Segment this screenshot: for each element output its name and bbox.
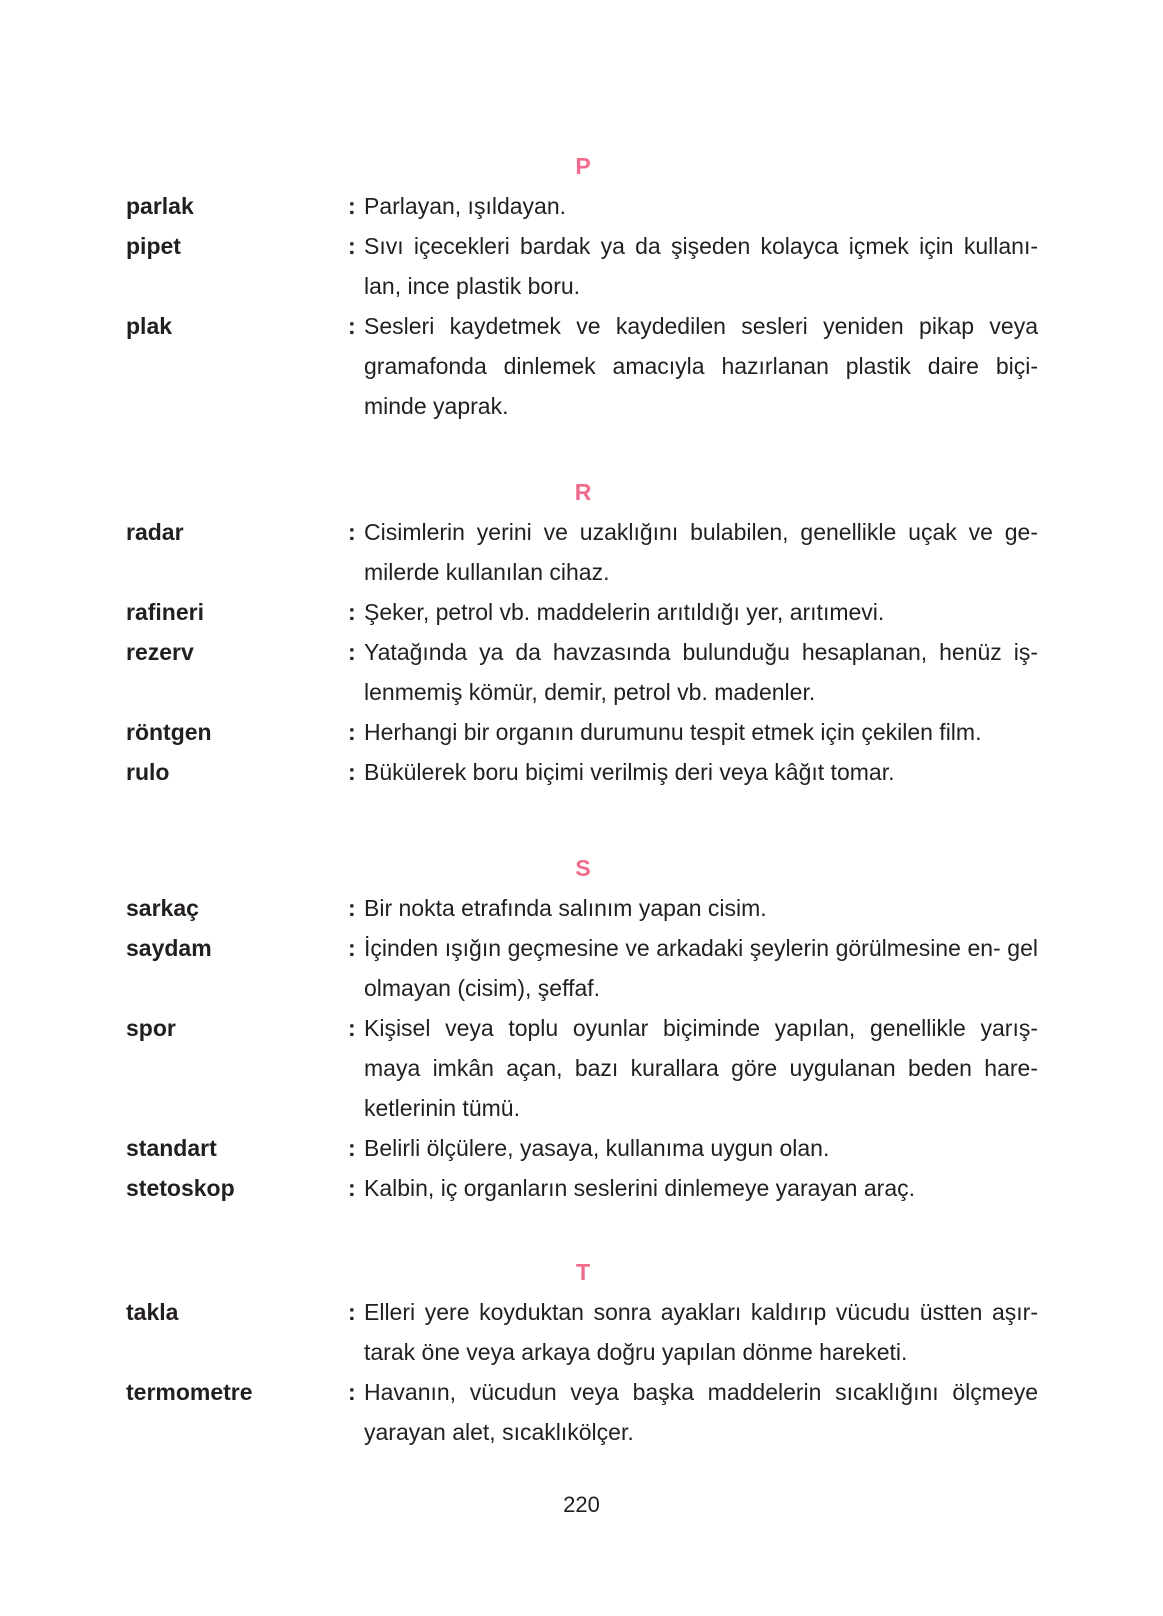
entry-term: pipet (126, 233, 181, 259)
entry-term: termometre (126, 1379, 253, 1405)
glossary-entry (126, 306, 1038, 426)
entry-colon: : (348, 639, 356, 665)
entry-definition: Sıvı içecekleri bardak ya da şişeden kolayca içmek için kullanı- lan, ince plastik boru. (364, 233, 1038, 299)
entry-colon: : (348, 935, 356, 961)
section-r (126, 472, 1038, 792)
glossary-entry (126, 1128, 1038, 1168)
entry-definition: Yatağında ya da havzasında bulunduğu hesaplanan, henüz iş- lenmemiş kömür, demir, petrol vb. madenler. (364, 639, 1038, 705)
section-s (126, 848, 1038, 1208)
entry-definition: Kalbin, iç organların seslerini dinlemeye yarayan araç. (364, 1175, 916, 1201)
entry-definition: İçinden ışığın geçmesine ve arkadaki şeylerin görülmesine en- gel olmayan (cisim), şeffaf. (364, 935, 1038, 1001)
glossary-entry (126, 592, 1038, 632)
entry-definition: Bükülerek boru biçimi verilmiş deri veya kâğıt tomar. (364, 759, 895, 785)
entry-term: röntgen (126, 719, 212, 745)
entry-colon: : (348, 1135, 356, 1161)
glossary-entry (126, 226, 1038, 306)
glossary-entry (126, 712, 1038, 752)
entry-colon: : (348, 1175, 356, 1201)
entry-definition: Kişisel veya toplu oyunlar biçiminde yapılan, genellikle yarış- maya imkân açan, bazı kurallara göre uygulanan beden hare- ketlerinin tümü. (364, 1015, 1038, 1121)
entry-colon: : (348, 1379, 356, 1405)
entry-term: takla (126, 1299, 179, 1325)
entry-term: rafineri (126, 599, 204, 625)
glossary-entry (126, 928, 1038, 1008)
entry-term: rulo (126, 759, 170, 785)
glossary-entry (126, 1168, 1038, 1208)
entry-term: rezerv (126, 639, 194, 665)
entry-definition: Havanın, vücudun veya başka maddelerin sıcaklığını ölçmeye yarayan alet, sıcaklıkölçer. (364, 1379, 1038, 1445)
entry-term: plak (126, 313, 173, 339)
section-t (126, 1252, 1038, 1452)
section-letter: R (574, 479, 592, 505)
entry-colon: : (348, 233, 356, 259)
entry-definition: Sesleri kaydetmek ve kaydedilen sesleri yeniden pikap veya gramafonda dinlemek amacıyla hazırlanan plastik daire biçi- minde yaprak. (364, 313, 1038, 419)
entry-term: stetoskop (126, 1175, 235, 1201)
entry-term: standart (126, 1135, 217, 1161)
entry-term: saydam (126, 935, 212, 961)
glossary-entry (126, 1292, 1038, 1372)
entry-definition: Parlayan, ışıldayan. (364, 193, 567, 219)
entry-definition: Belirli ölçülere, yasaya, kullanıma uygun olan. (364, 1135, 830, 1161)
section-p (126, 146, 1038, 426)
entry-colon: : (348, 313, 356, 339)
glossary-entry (126, 1372, 1038, 1452)
entry-definition: Herhangi bir organın durumunu tespit etmek için çekilen film. (364, 719, 982, 745)
entry-term: spor (126, 1015, 176, 1041)
section-letter: P (575, 153, 591, 179)
entry-definition: Cisimlerin yerini ve uzaklığını bulabilen, genellikle uçak ve ge- milerde kullanılan cihaz. (364, 519, 1038, 585)
entry-colon: : (348, 1299, 356, 1325)
glossary-entry (126, 888, 1038, 928)
glossary-entry (126, 752, 1038, 792)
entry-term: parlak (126, 193, 194, 219)
section-letter: T (575, 1259, 591, 1285)
entry-definition: Şeker, petrol vb. maddelerin arıtıldığı yer, arıtımevi. (364, 599, 885, 625)
entry-colon: : (348, 759, 356, 785)
glossary-entry (126, 186, 1038, 226)
entry-term: sarkaç (126, 895, 199, 921)
entry-colon: : (348, 895, 356, 921)
glossary-entry (126, 632, 1038, 712)
entry-colon: : (348, 599, 356, 625)
entry-colon: : (348, 719, 356, 745)
entry-definition: Elleri yere koyduktan sonra ayakları kaldırıp vücudu üstten aşır- tarak öne veya arkaya doğru yapılan dönme hareketi. (364, 1299, 1038, 1365)
section-letter: S (575, 855, 591, 881)
entry-term: radar (126, 519, 184, 545)
page-number: 220 (563, 1492, 600, 1517)
glossary-entry (126, 512, 1038, 592)
entry-colon: : (348, 1015, 356, 1041)
glossary-entry (126, 1008, 1038, 1128)
entry-definition: Bir nokta etrafında salınım yapan cisim. (364, 895, 767, 921)
entry-colon: : (348, 519, 356, 545)
entry-colon: : (348, 193, 356, 219)
